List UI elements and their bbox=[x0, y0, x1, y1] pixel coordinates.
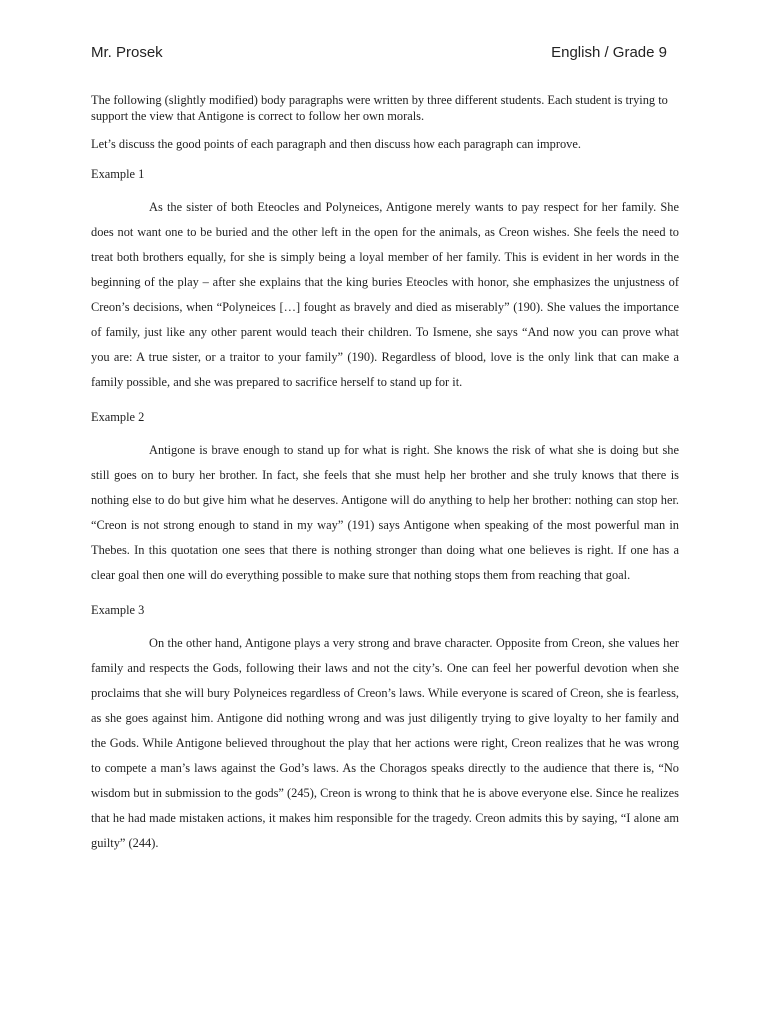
example-2-paragraph: Antigone is brave enough to stand up for what is right. She knows the risk of what she is doing but she still goes on to bury her brother. In fact, she feels that she must help her brother and she truly knows that there is nothing else to do but give him what he deserves. Antigone will do anything to help her brother: nothing can stop her. “Creon is not strong enough to stand in my way” (191) says Antigone when speaking of the most powerful man in Thebes. In this quotation one sees that there is nothing stronger than doing what one believes is right. If one has a clear goal then one will do everything possible to make sure that nothing stops them from reaching that goal. bbox=[91, 443, 679, 582]
example-1-paragraph: As the sister of both Eteocles and Polyneices, Antigone merely wants to pay respect for her family. She does not want one to be buried and the other left in the open for the animals, as Creon wishes. She feels the need to treat both brothers equally, for she is simply being a loyal member of her family. This is evident in her words in the beginning of the play – after she explains that the king buries Eteocles with honor, she emphasizes the unjustness of Creon’s decisions, when “Polyneices […] fought as bravely and died as miserably” (190). She values the importance of family, just like any other parent would teach their children. To Ismene, she says “And now you can prove what you are: A true sister, or a traitor to your family” (190). Regardless of blood, love is the only link that can make a family possible, and she was prepared to sacrifice herself to stand up for it. bbox=[91, 200, 679, 389]
intro-paragraph: The following (slightly modified) body paragraphs were written by three different students. Each student is trying to support the view that Antigone is correct to follow her own morals. bbox=[91, 93, 668, 123]
page-header bbox=[91, 44, 667, 68]
example-2-heading: Example 2 bbox=[91, 410, 145, 424]
teacher-name: Mr. Prosek bbox=[91, 44, 163, 61]
course-grade: English / Grade 9 bbox=[551, 44, 667, 61]
document-body bbox=[91, 92, 679, 856]
example-3-heading: Example 3 bbox=[91, 603, 145, 617]
instructions-paragraph: Let’s discuss the good points of each paragraph and then discuss how each paragraph can improve. bbox=[91, 137, 581, 151]
example-1-heading: Example 1 bbox=[91, 167, 145, 181]
example-3-paragraph: On the other hand, Antigone plays a very strong and brave character. Opposite from Creon, she values her family and respects the Gods, following their laws and not the city’s. One can feel her powerful devotion when she proclaims that she will bury Polyneices regardless of Creon’s laws. While everyone is scared of Creon, she is fearless, as she goes against him. Antigone did nothing wrong and was just diligently trying to give loyalty to her family and the Gods. While Antigone believed throughout the play that her actions were right, Creon realizes that he was wrong to compete a man’s laws against the God’s laws. As the Choragos speaks directly to the audience that there is, “No wisdom but in submission to the gods” (245), Creon is wrong to think that he is above everyone else. Since he realizes that he had made mistaken actions, it makes him responsible for the tragedy. Creon admits this by saying, “I alone am guilty” (244). bbox=[91, 636, 679, 850]
